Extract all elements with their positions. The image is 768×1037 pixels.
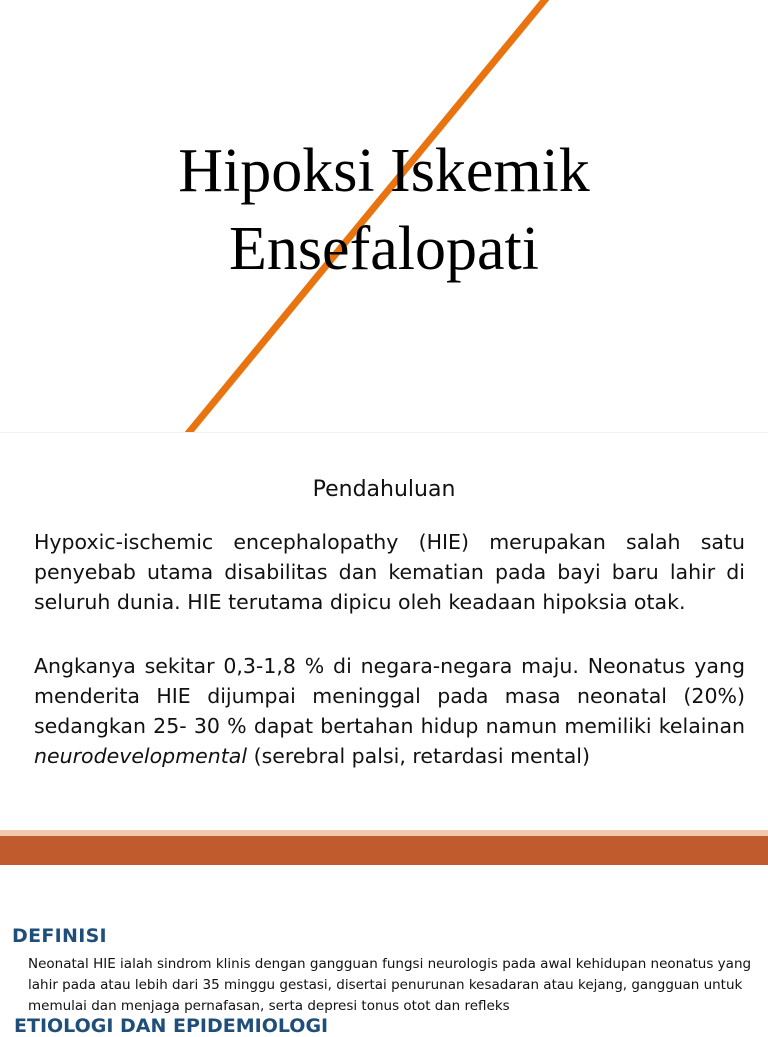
etiology-heading: ETIOLOGI DAN EPIDEMIOLOGI [14,1015,329,1037]
introduction-slide [0,433,768,830]
definition-text: Neonatal HIE ialah sindrom klinis dengan gangguan fungsi neurologis pada awal kehidupan neonatus yang lahir pada atau lebih dari 35 minggu gestasi, disertai penurunan kesadaran atau kejang, gangguan untuk memulai dan menjaga pernafasan, serta depresi tonus otot dan refleks [28,956,752,1014]
paragraph-2-lead: Angkanya sekitar 0,3-1,8 % di negara-negara maju. Neonatus yang menderita HIE dijumpai meninggal pada masa neonatal (20%) sedangkan 25- 30 % dapat bertahan hidup namun memiliki kelainan [34,654,745,738]
paragraph-2-italic-term: neurodevelopmental [34,744,248,768]
paragraph-2-tail: (serebral palsi, retardasi mental) [247,744,590,768]
introduction-paragraph-2 [34,651,745,771]
header-band [0,836,768,865]
title-slide [0,0,768,432]
title-line-2: Ensefalopati [229,215,539,283]
slide-title [0,132,768,288]
title-line-1: Hipoksi Iskemik [178,137,590,205]
definition-slide [0,865,768,1037]
introduction-paragraph-1: Hypoxic-ischemic encephalopathy (HIE) merupakan salah satu penyebab utama disabilitas dan kematian pada bayi baru lahir di seluruh dunia. HIE terutama dipicu oleh keadaan hipoksia otak. [34,530,745,614]
introduction-heading: Pendahuluan [312,477,456,502]
definition-heading: DEFINISI [12,925,107,947]
